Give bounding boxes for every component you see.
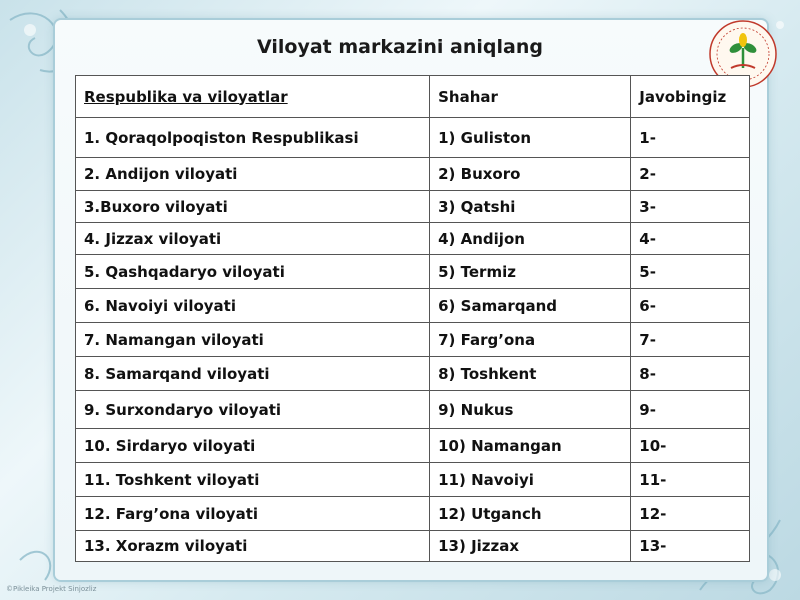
answer-cell: 3- xyxy=(631,191,750,223)
header-region: Respublika va viloyatlar xyxy=(76,76,430,118)
answer-cell: 9- xyxy=(631,391,750,429)
regions-table xyxy=(75,75,750,562)
table-row xyxy=(76,289,750,323)
table-row xyxy=(76,357,750,391)
region-cell: 8. Samarqand viloyati xyxy=(76,357,430,391)
table-row xyxy=(76,191,750,223)
table-row xyxy=(76,463,750,497)
city-cell: 7) Farg’ona xyxy=(430,323,631,357)
table-row xyxy=(76,429,750,463)
answer-cell: 13- xyxy=(631,531,750,562)
table-row xyxy=(76,391,750,429)
table-row xyxy=(76,323,750,357)
answer-cell: 5- xyxy=(631,255,750,289)
answer-cell: 7- xyxy=(631,323,750,357)
header-answer: Javobingiz xyxy=(631,76,750,118)
table-row xyxy=(76,255,750,289)
city-cell: 1) Guliston xyxy=(430,118,631,158)
city-cell: 9) Nukus xyxy=(430,391,631,429)
city-cell: 3) Qatshi xyxy=(430,191,631,223)
region-cell: 12. Farg’ona viloyati xyxy=(76,497,430,531)
region-cell: 1. Qoraqolpoqiston Respublikasi xyxy=(76,118,430,158)
table-row xyxy=(76,158,750,191)
page-title: Viloyat markazini aniqlang xyxy=(257,36,543,58)
region-cell: 5. Qashqadaryo viloyati xyxy=(76,255,430,289)
table-row xyxy=(76,497,750,531)
region-cell: 9. Surxondaryo viloyati xyxy=(76,391,430,429)
region-cell: 13. Xorazm viloyati xyxy=(76,531,430,562)
region-cell: 3.Buxoro viloyati xyxy=(76,191,430,223)
region-cell: 11. Toshkent viloyati xyxy=(76,463,430,497)
city-cell: 10) Namangan xyxy=(430,429,631,463)
city-cell: 6) Samarqand xyxy=(430,289,631,323)
region-cell: 2. Andijon viloyati xyxy=(76,158,430,191)
answer-cell: 6- xyxy=(631,289,750,323)
answer-cell: 4- xyxy=(631,223,750,255)
table-row xyxy=(76,223,750,255)
city-cell: 8) Toshkent xyxy=(430,357,631,391)
answer-cell: 2- xyxy=(631,158,750,191)
city-cell: 2) Buxoro xyxy=(430,158,631,191)
answer-cell: 1- xyxy=(631,118,750,158)
city-cell: 4) Andijon xyxy=(430,223,631,255)
answer-cell: 12- xyxy=(631,497,750,531)
city-cell: 11) Navoiyi xyxy=(430,463,631,497)
region-cell: 6. Navoiyi viloyati xyxy=(76,289,430,323)
answer-cell: 8- xyxy=(631,357,750,391)
table-row xyxy=(76,531,750,562)
answer-cell: 11- xyxy=(631,463,750,497)
answer-cell: 10- xyxy=(631,429,750,463)
table-header-row xyxy=(76,76,750,118)
city-cell: 12) Utganch xyxy=(430,497,631,531)
header-city: Shahar xyxy=(430,76,631,118)
city-cell: 5) Termiz xyxy=(430,255,631,289)
region-cell: 10. Sirdaryo viloyati xyxy=(76,429,430,463)
footer-credit: ©Pikleika Projekt Sinjozliz xyxy=(6,585,97,593)
region-cell: 7. Namangan viloyati xyxy=(76,323,430,357)
region-cell: 4. Jizzax viloyati xyxy=(76,223,430,255)
city-cell: 13) Jizzax xyxy=(430,531,631,562)
table-row xyxy=(76,118,750,158)
